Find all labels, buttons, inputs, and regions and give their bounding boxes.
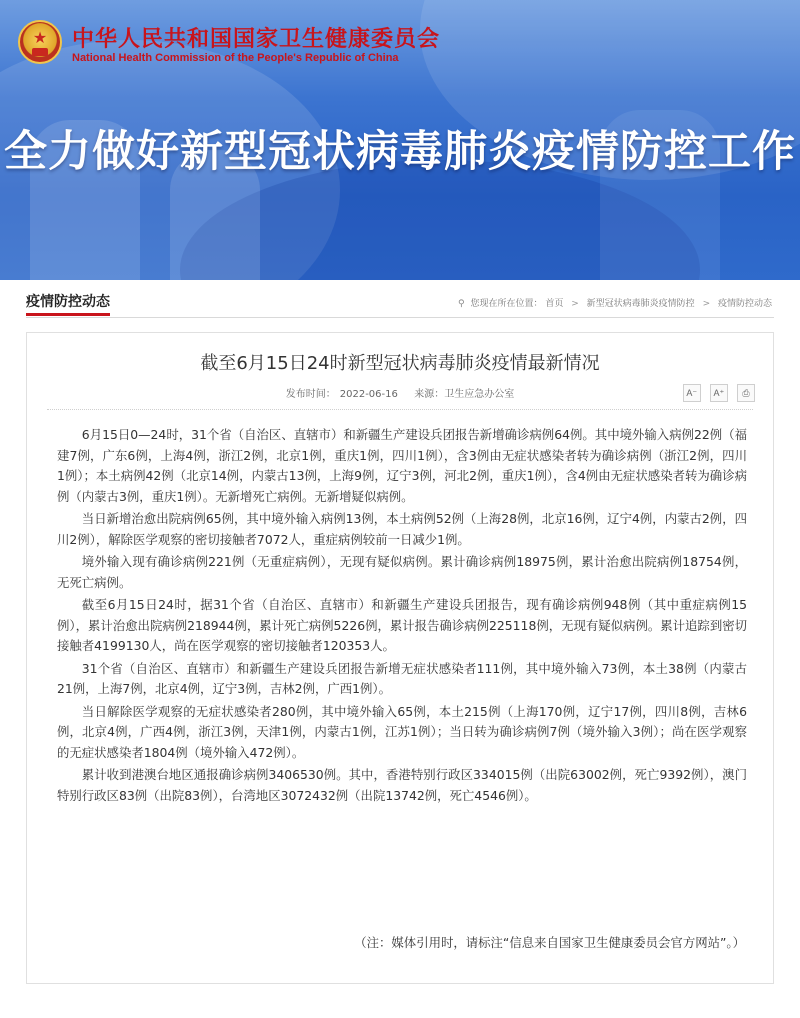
- article-container: [26, 332, 774, 984]
- font-smaller-button[interactable]: A⁻: [683, 384, 701, 402]
- national-emblem-icon[interactable]: ★: [18, 20, 62, 64]
- location-pin-icon: ⚲: [458, 299, 465, 309]
- article-paragraph: 6月15日0—24时，31个省（自治区、直辖市）和新疆生产建设兵团报告新增确诊病例64例。其中境外输入病例22例（福建7例，广东6例，上海4例，浙江2例，北京1例，重庆1例，四川1例），含3例由无症状感染者转为确诊病例（浙江2例，四川1例）；本土病例42例（北京14例，内蒙古13例，上海9例，辽宁3例，河北2例，重庆1例），含4例由无症状感染者转为确诊病例（内蒙古3例，重庆1例）。无新增死亡病例。无新增疑似病例。: [57, 427, 747, 504]
- breadcrumb-item-covid[interactable]: 新型冠状病毒肺炎疫情防控: [586, 299, 695, 309]
- header-banner: [0, 0, 800, 280]
- source-value: 卫生应急办公室: [444, 389, 515, 400]
- media-citation-note: （注：媒体引用时，请标注“信息来自国家卫生健康委员会官方网站”。）: [354, 935, 745, 950]
- article-paragraph: 累计收到港澳台地区通报确诊病例3406530例。其中，香港特别行政区334015例（出院63002例，死亡9392例），澳门特别行政区83例（出院83例），台湾地区3072432例（出院13742例，死亡4546例）。: [57, 767, 747, 803]
- breadcrumb-item-current[interactable]: 疫情防控动态: [717, 299, 772, 309]
- article-body: [57, 425, 747, 808]
- article-meta: [27, 385, 773, 400]
- breadcrumb-item-home[interactable]: 首页: [545, 299, 564, 309]
- article-title: 截至6月15日24时新型冠状病毒肺炎疫情最新情况: [200, 353, 600, 374]
- article-tools: [679, 381, 755, 402]
- org-name-en: National Health Commission of the People's Republic of China: [72, 52, 399, 64]
- print-icon[interactable]: ⎙: [737, 384, 755, 402]
- banner-headline: 全力做好新型冠状病毒肺炎疫情防控工作: [4, 127, 796, 177]
- article-paragraph: 31个省（自治区、直辖市）和新疆生产建设兵团报告新增无症状感染者111例，其中境外输入73例，本土38例（内蒙古21例，上海7例，北京4例，辽宁3例，吉林2例，广西1例）。: [57, 660, 747, 696]
- section-header: [26, 290, 774, 318]
- breadcrumb-separator: >: [571, 299, 579, 309]
- publish-date: 2022-06-16: [339, 389, 398, 400]
- article-paragraph: 截至6月15日24时，据31个省（自治区、直辖市）和新疆生产建设兵团报告，现有确诊病例948例（其中重症病例15例），累计治愈出院病例218944例，累计死亡病例5226例，累计报告确诊病例225118例，无现有疑似病例。累计追踪到密切接触者4199130人，尚在医学观察的密切接触者120353人。: [57, 597, 747, 653]
- font-larger-button[interactable]: A⁺: [710, 384, 728, 402]
- title-divider: [47, 409, 753, 410]
- org-name-cn[interactable]: 中华人民共和国国家卫生健康委员会: [72, 27, 441, 52]
- breadcrumb-location-label: 您现在所在位置：: [470, 299, 543, 309]
- section-title[interactable]: 疫情防控动态: [26, 294, 110, 316]
- publish-label: 发布时间：: [285, 389, 336, 400]
- article-paragraph: 境外输入现有确诊病例221例（无重症病例），无现有疑似病例。累计确诊病例18975例，累计治愈出院病例18754例，无死亡病例。: [57, 554, 747, 590]
- article-paragraph: 当日解除医学观察的无症状感染者280例，其中境外输入65例，本土215例（上海170例，辽宁17例，四川8例，吉林6例，北京4例，广西4例，浙江3例，天津1例，内蒙古1例，江苏1例）；当日转为确诊病例7例（境外输入3例）；尚在医学观察的无症状感染者1804例（境外输入472例）。: [57, 703, 747, 760]
- source-label: 来源：: [414, 389, 445, 400]
- article-paragraph: 当日新增治愈出院病例65例，其中境外输入病例13例，本土病例52例（上海28例，北京16例，辽宁4例，内蒙古2例，四川2例），解除医学观察的密切接触者7072人，重症病例较前一日减少1例。: [57, 511, 747, 547]
- breadcrumb: [458, 296, 772, 309]
- breadcrumb-separator: >: [702, 299, 711, 309]
